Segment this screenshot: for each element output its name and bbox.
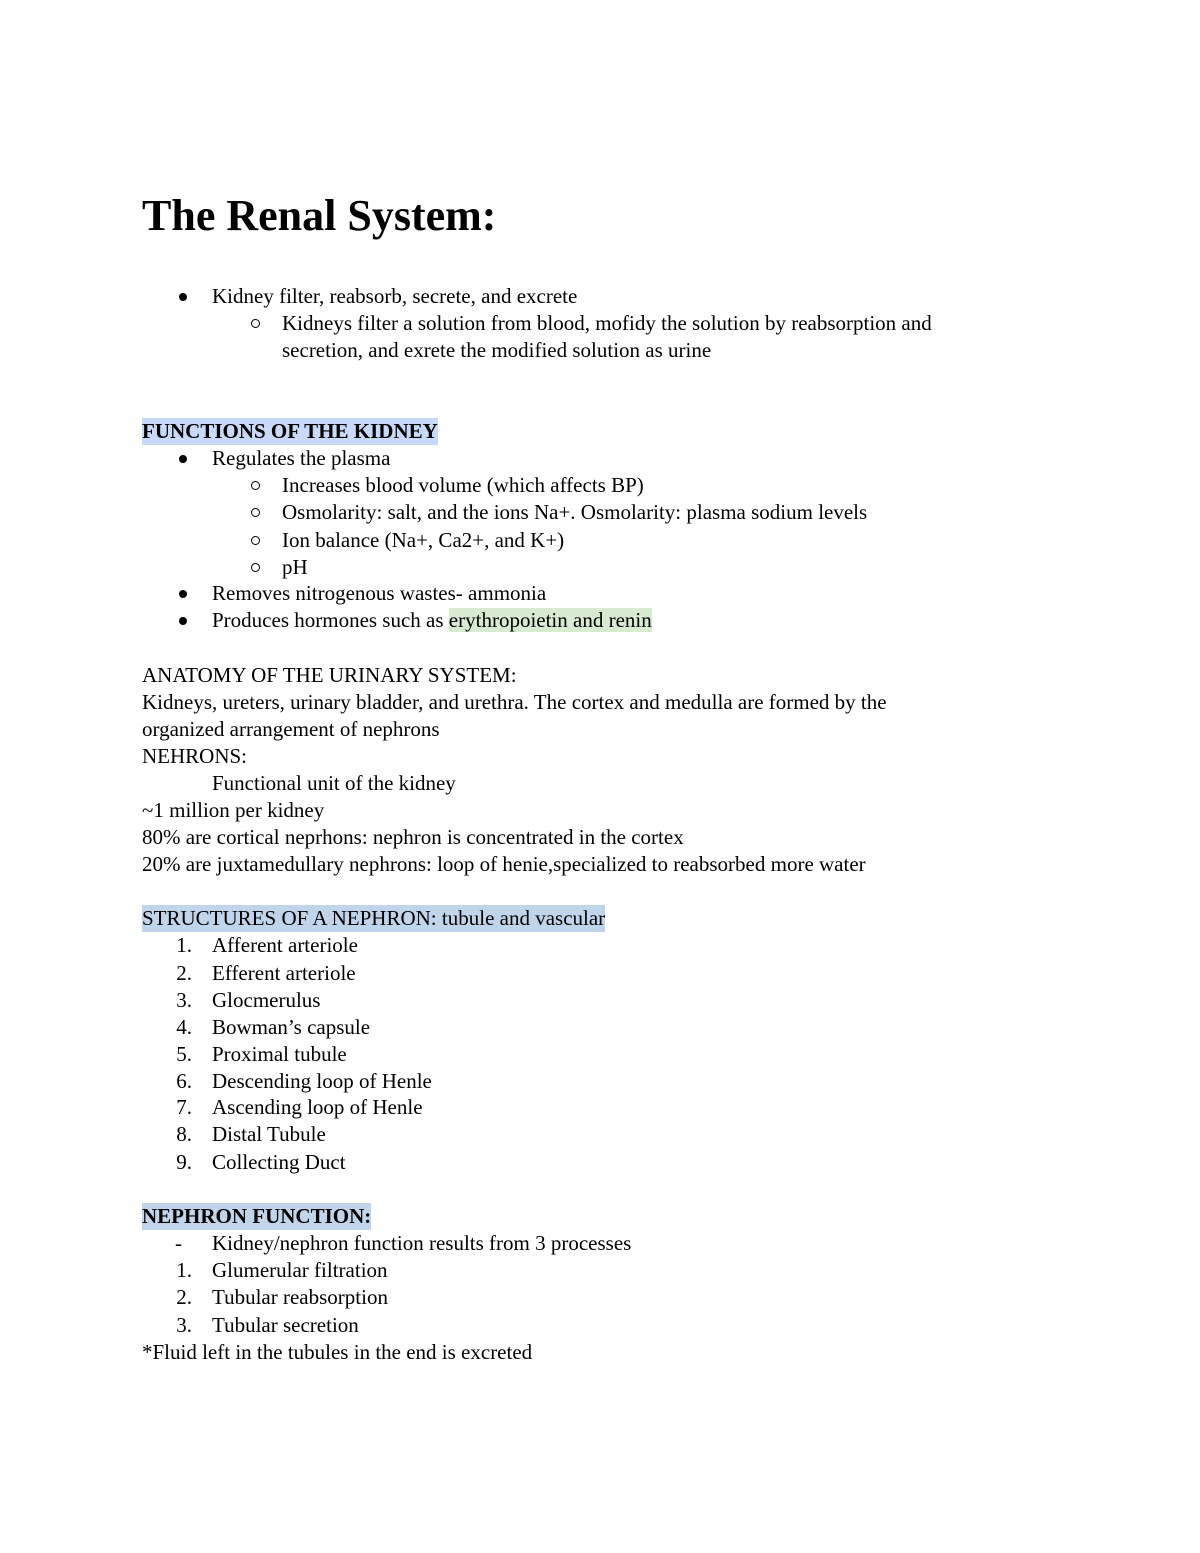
list-number: 6. (176, 1069, 192, 1093)
list-item: Efferent arteriole (212, 961, 356, 985)
structures-heading: STRUCTURES OF A NEPHRON: tubule and vascular (142, 906, 606, 930)
functions-sub-1: Increases blood volume (which affects BP) (282, 473, 644, 497)
list-number: 1. (176, 1258, 192, 1282)
bullet-circle-icon (251, 481, 260, 490)
list-item: Afferent arteriole (212, 933, 358, 957)
list-number: 7. (176, 1095, 192, 1119)
functions-bullet-3 (212, 607, 652, 634)
list-item: Glumerular filtration (212, 1258, 388, 1282)
functions-bullet-2: Removes nitrogenous wastes- ammonia (212, 581, 547, 605)
list-number: 3. (176, 988, 192, 1012)
anatomy-line-3: Functional unit of the kidney (212, 771, 456, 795)
anatomy-line-5: 80% are cortical neprhons: nephron is concentrated in the cortex (142, 825, 684, 849)
intro-sub-line-2: secretion, and exrete the modified solution as urine (282, 338, 712, 362)
list-number: 2. (176, 1285, 192, 1309)
functions-bullet-1: Regulates the plasma (212, 446, 391, 470)
nephrons-label: NEHRONS: (142, 744, 248, 768)
anatomy-line-1: Kidneys, ureters, urinary bladder, and urethra. The cortex and medulla are formed by the (142, 690, 887, 714)
list-item: Kidney/nephron function results from 3 processes (212, 1231, 632, 1255)
anatomy-line-6: 20% are juxtamedullary nephrons: loop of henie,specialized to reabsorbed more water (142, 852, 866, 876)
list-number: 4. (176, 1015, 192, 1039)
list-item: Collecting Duct (212, 1150, 346, 1174)
functions-bullet-3-prefix: Produces hormones such as (212, 608, 449, 632)
anatomy-line-4: ~1 million per kidney (142, 798, 325, 822)
intro-sub-line-1: Kidneys filter a solution from blood, mofidy the solution by reabsorption and (282, 311, 932, 335)
anatomy-heading: ANATOMY OF THE URINARY SYSTEM: (142, 663, 517, 687)
bullet-dot-icon (179, 293, 187, 301)
hormones-highlight: erythropoietin and renin (448, 608, 652, 632)
page-title: The Renal System: (142, 191, 497, 240)
list-number: 2. (176, 961, 192, 985)
list-number: 3. (176, 1313, 192, 1337)
functions-sub-3: Ion balance (Na+, Ca2+, and K+) (282, 528, 565, 552)
bullet-circle-icon (251, 508, 260, 517)
list-number: 8. (176, 1122, 192, 1146)
anatomy-line-2: organized arrangement of nephrons (142, 717, 440, 741)
footnote: *Fluid left in the tubules in the end is excreted (142, 1340, 533, 1364)
functions-heading: FUNCTIONS OF THE KIDNEY (142, 419, 438, 443)
bullet-dot-icon (179, 455, 187, 463)
bullet-circle-icon (251, 563, 260, 572)
bullet-circle-icon (251, 536, 260, 545)
intro-bullet: Kidney filter, reabsorb, secrete, and excrete (212, 284, 578, 308)
list-number: 9. (176, 1150, 192, 1174)
bullet-dot-icon (179, 617, 187, 625)
list-item: Descending loop of Henle (212, 1069, 432, 1093)
bullet-dot-icon (179, 590, 187, 598)
functions-sub-4: pH (282, 555, 308, 579)
list-item: Bowman’s capsule (212, 1015, 371, 1039)
list-number: 1. (176, 933, 192, 957)
list-number: 5. (176, 1042, 192, 1066)
list-item: Glocmerulus (212, 988, 321, 1012)
list-item: Tubular reabsorption (212, 1285, 388, 1309)
nephron-function-heading: NEPHRON FUNCTION: (142, 1204, 372, 1228)
list-item: Distal Tubule (212, 1122, 326, 1146)
list-item: Tubular secretion (212, 1313, 359, 1337)
bullet-circle-icon (251, 319, 260, 328)
list-dash: - (175, 1231, 182, 1255)
functions-sub-2: Osmolarity: salt, and the ions Na+. Osmolarity: plasma sodium levels (282, 500, 868, 524)
list-item: Proximal tubule (212, 1042, 347, 1066)
list-item: Ascending loop of Henle (212, 1095, 423, 1119)
